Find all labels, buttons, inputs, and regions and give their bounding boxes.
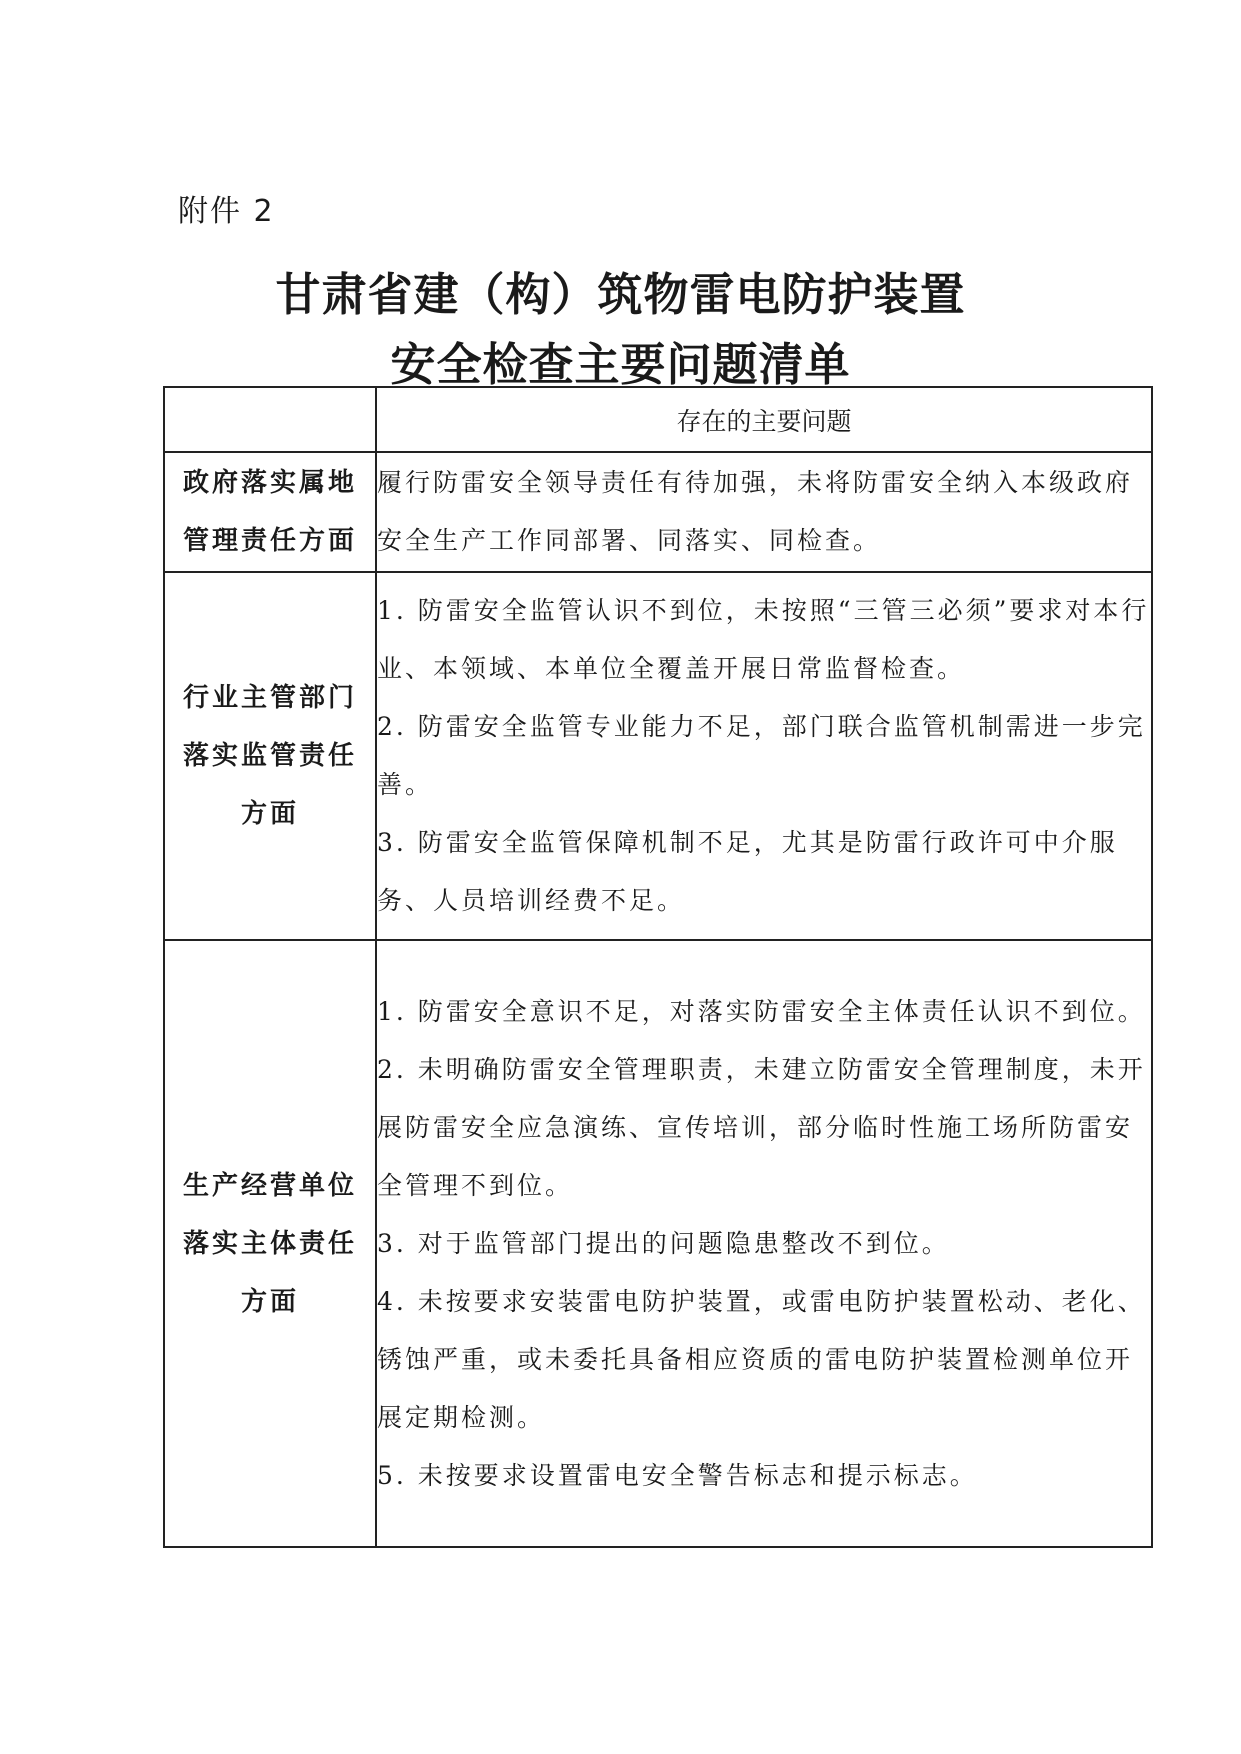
issues-table [163,386,1153,1548]
aspect-label-line: 落实监管责任 [182,741,357,771]
aspect-label-line: 生产经营单位 [182,1170,357,1201]
aspect-cell [164,940,376,1547]
issue-item: 1. 防雷安全意识不足，对落实防雷安全主体责任认识不到位。 [377,996,1146,1026]
table-header-row [164,387,1152,452]
header-issues-cell: 存在的主要问题 [376,387,1152,452]
header-aspect-cell [164,387,376,452]
issue-item: 2. 防雷安全监管专业能力不足，部门联合监管机制需进一步完善。 [377,712,1146,799]
issue-item: 3. 防雷安全监管保障机制不足，尤其是防雷行政许可中介服务、人员培训经费不足。 [377,828,1118,915]
issue-item: 2. 未明确防雷安全管理职责，未建立防雷安全管理制度，未开展防雷安全应急演练、宣传培训，部分临时性施工场所防雷安全管理不到位。 [377,1054,1146,1200]
attachment-label: 附件 2 [178,194,275,229]
aspect-cell [164,572,376,940]
issues-cell [376,572,1152,940]
issue-item: 履行防雷安全领导责任有待加强，未将防雷安全纳入本级政府安全生产工作同部署、同落实、同检查。 [377,468,1134,555]
table-row [164,452,1152,572]
aspect-label-line: 方面 [240,1286,299,1317]
aspect-cell [164,452,376,572]
aspect-label-line: 落实主体责任 [182,1228,357,1259]
aspect-label-line: 管理责任方面 [182,526,357,556]
issue-item: 4. 未按要求安装雷电防护装置，或雷电防护装置松动、老化、锈蚀严重，或未委托具备相应资质的雷电防护装置检测单位开展定期检测。 [377,1286,1146,1432]
table-row [164,940,1152,1547]
document-title-line-2: 安全检查主要问题清单 [390,338,851,391]
issue-item: 1. 防雷安全监管认识不到位，未按照“三管三必须”要求对本行业、本领域、本单位全覆盖开展日常监督检查。 [377,596,1150,683]
issues-cell [376,452,1152,572]
aspect-label-line: 方面 [240,799,299,829]
aspect-label-line: 政府落实属地 [182,468,357,498]
issue-item: 5. 未按要求设置雷电安全警告标志和提示标志。 [377,1460,978,1490]
document-title-line-1: 甘肃省建（构）筑物雷电防护装置 [275,268,966,321]
table-row [164,572,1152,940]
issue-item: 3. 对于监管部门提出的问题隐患整改不到位。 [377,1228,950,1258]
aspect-label-line: 行业主管部门 [182,683,357,713]
issues-cell [376,940,1152,1547]
